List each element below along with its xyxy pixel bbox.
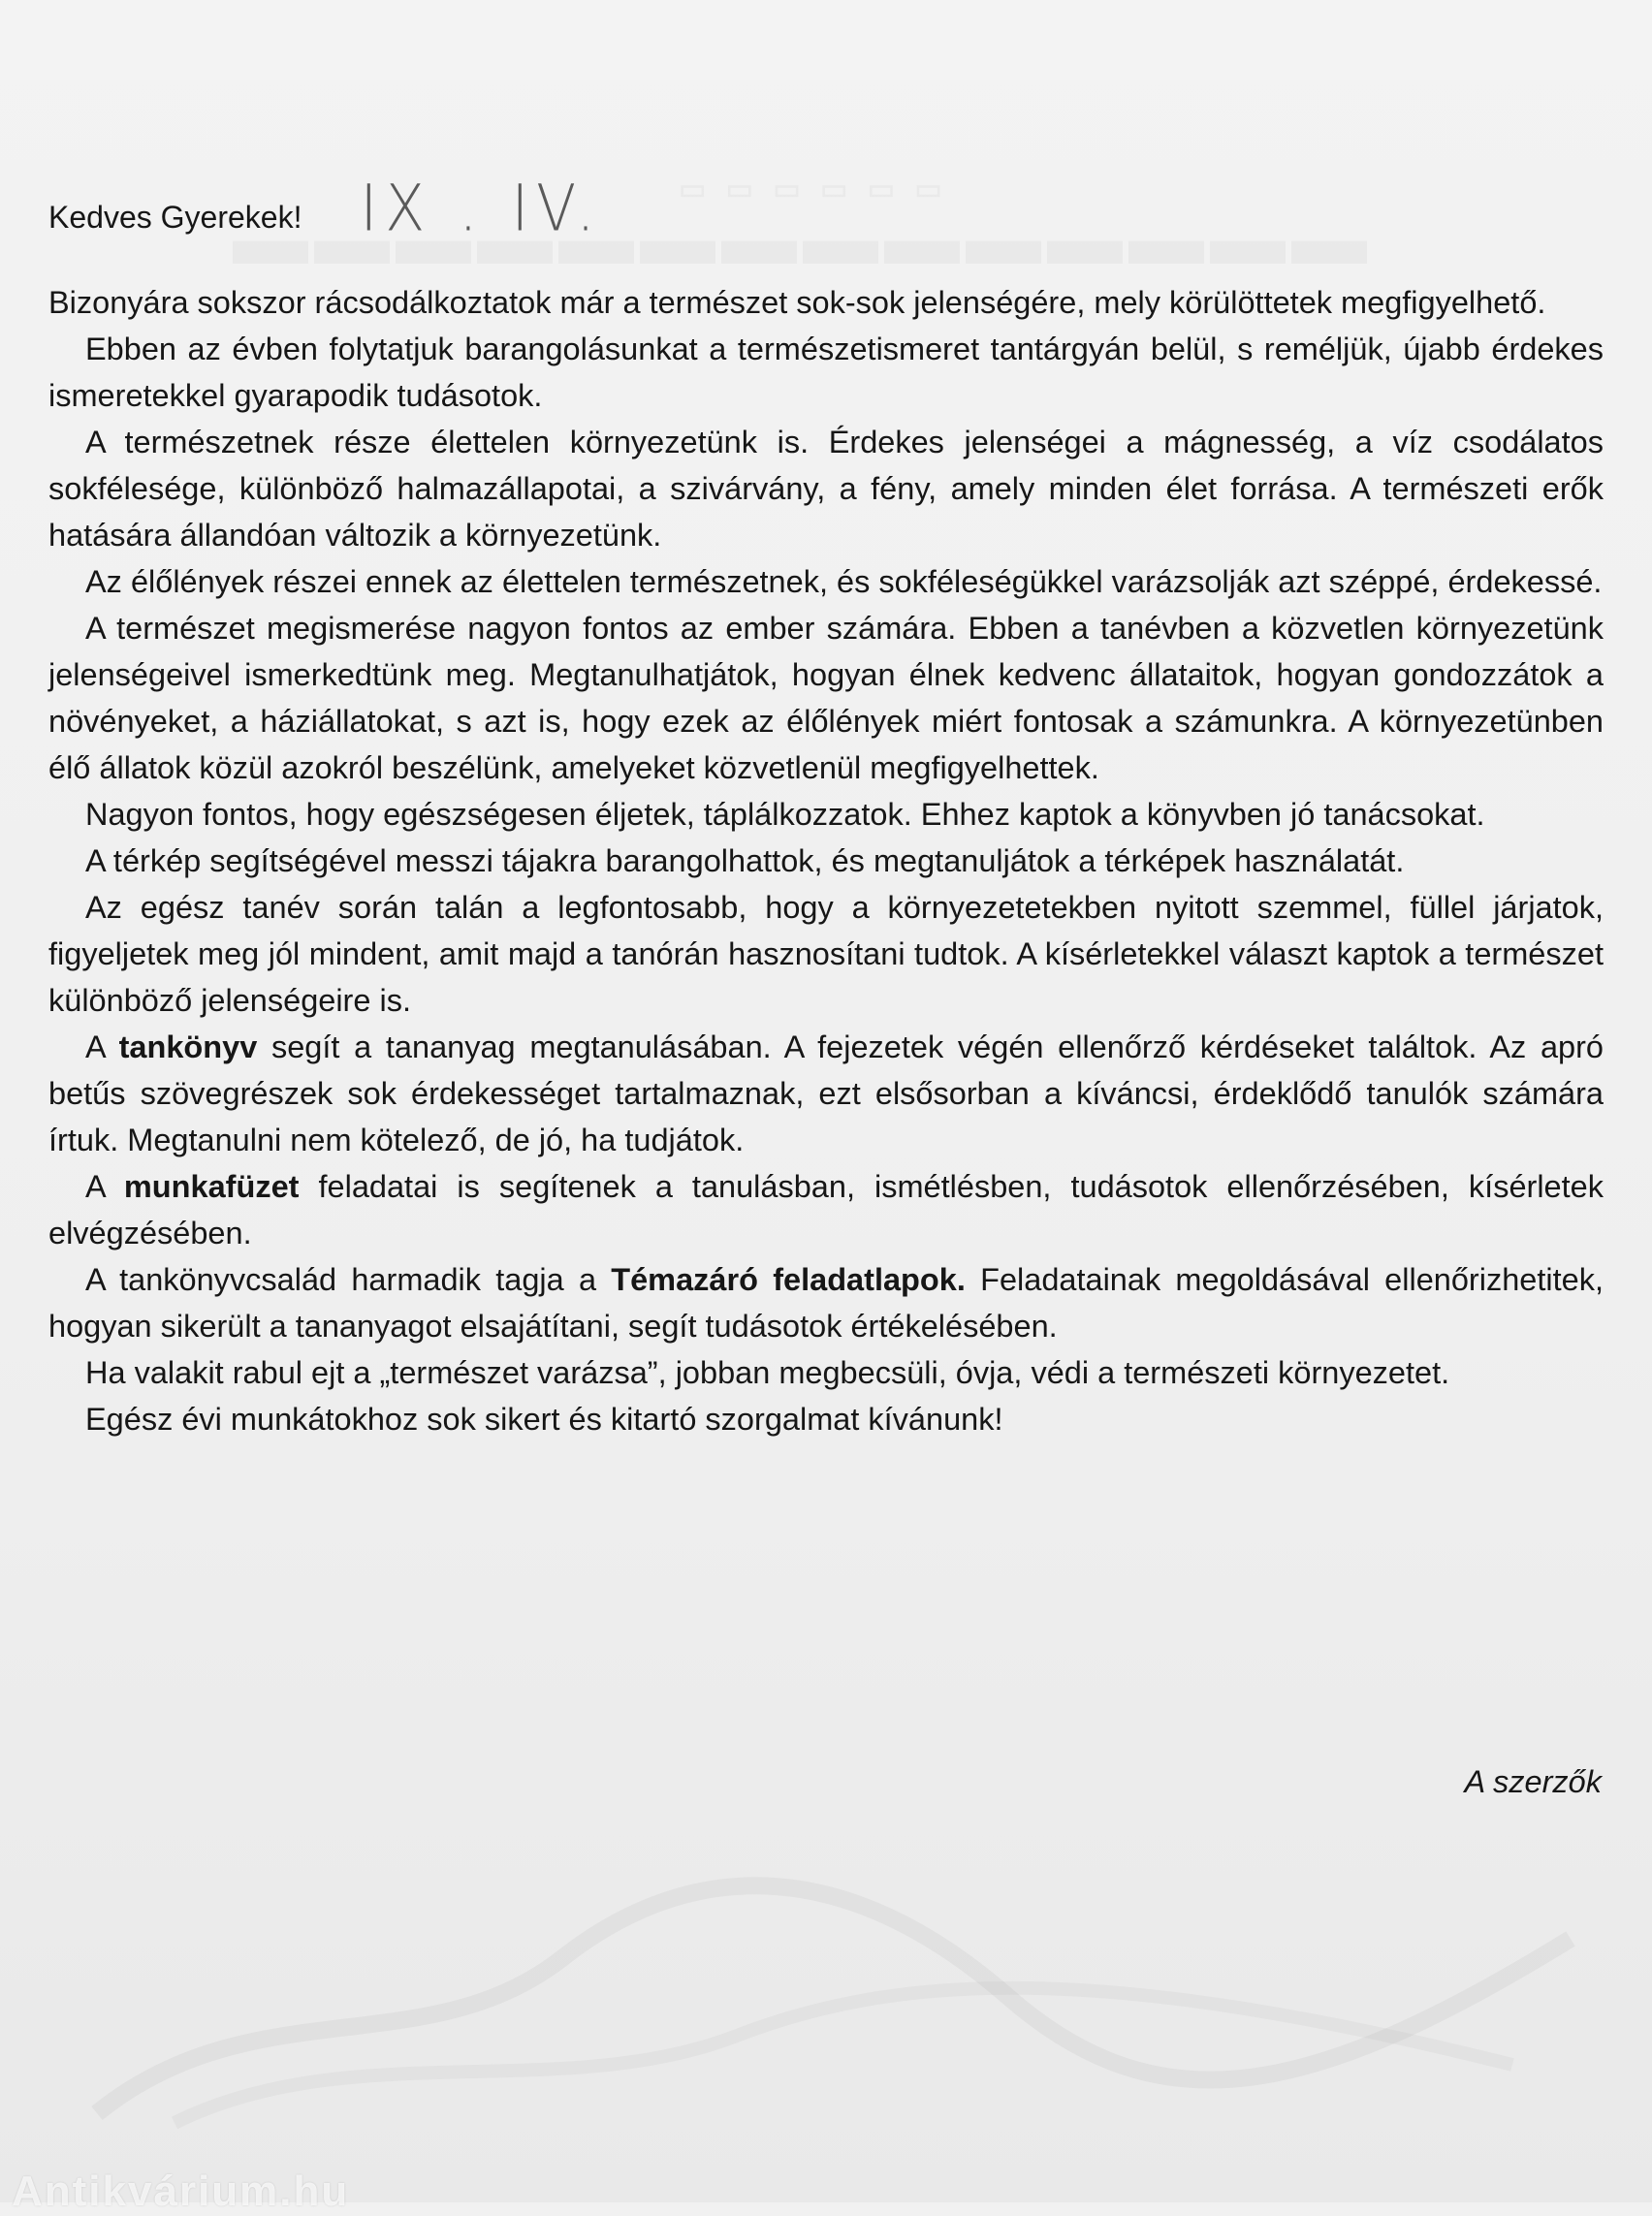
paragraph-text: Ha valakit rabul ejt a „természet varázsa”, jobban megbecsüli, óvja, védi a természeti környezetet. [85,1355,1450,1390]
paragraph [48,791,1604,838]
signature: A szerzők [1464,1764,1602,1799]
paragraph-text: segít a tananyag megtanulásában. A fejezetek végén ellenőrző kérdéseket találtok. Az apró betűs szövegrészek sok érdekességet tartalmaznak, ezt elsősorban a kíváncsi, érdeklődő tanulók számára írtuk. Megtanulni nem kötelező, de jó, ha tudjátok. [48,1029,1604,1157]
bold-term: tankönyv [118,1029,258,1064]
watermark: Antikvárium.hu [12,2168,350,2215]
paragraph [48,279,1604,326]
letter-body [48,279,1604,1442]
handwritten-note: IX . IV. [360,172,603,246]
paragraph-text: Feladatainak megoldásával ellenőrizhetitek, hogyan sikerült a tananyagot elsajátítani, segít tudásotok értékelésében. [48,1262,1604,1344]
paragraph [48,419,1604,558]
paragraph-text: A térkép segítségével messzi tájakra barangolhattok, és megtanuljátok a térképek használatát. [85,843,1405,878]
bold-term: Témazáró feladatlapok. [611,1262,966,1297]
paragraph [48,838,1604,884]
paragraph-text: Az élőlények részei ennek az élettelen természetnek, és sokféleségükkel varázsolják azt széppé, érdekessé. [85,564,1603,599]
paragraph-text: A természetnek része élettelen környezetünk is. Érdekes jelenségei a mágnesség, a víz csodálatos sokfélesége, különböző halmazállapotai, a szivárvány, a fény, amely minden élet forrása. A természeti erők hatására állandóan változik a környezetünk. [48,425,1604,553]
paragraph [48,1163,1604,1256]
show-through-illustration [58,1745,1609,2133]
paragraph [48,326,1604,419]
paragraph [48,884,1604,1024]
paragraph-text: Egész évi munkátokhoz sok sikert és kitartó szorgalmat kívánunk! [85,1402,1003,1437]
paragraph [48,605,1604,791]
paragraph-text: Bizonyára sokszor rácsodálkoztatok már a természet sok-sok jelenségére, mely körülöttetek megfigyelhető. [48,285,1546,320]
paragraph-text: Az egész tanév során talán a legfontosabb, hogy a környezetetekben nyitott szemmel, füllel járjatok, figyeljetek meg jól mindent, amit majd a tanórán hasznosítani tudtok. A kísérletekkel választ kaptok a természet különböző jelenségeire is. [48,890,1604,1018]
bold-term: munkafüzet [123,1169,300,1204]
paragraph [48,558,1604,605]
paragraph [48,1396,1604,1442]
paragraph-text: A tankönyvcsalád harmadik tagja a [85,1262,612,1297]
paragraph-text: A [85,1169,124,1204]
paragraph [48,1024,1604,1163]
paragraph-text: A természet megismerése nagyon fontos az ember számára. Ebben a tanévben a közvetlen környezetünk jelenségeivel ismerkedtünk meg. Megtanulhatjátok, hogyan élnek kedvenc állataitok, hogyan gondozzátok a növényeket, a háziállatokat, s azt is, hogy ezek az élőlények miért fontosak a számunkra. A környezetünben élő állatok közül azokról beszélünk, amelyeket közvetlenül megfigyelhettek. [48,611,1604,785]
paragraph-text: feladatai is segítenek a tanulásban, ismétlésben, tudásotok ellenőrzésében, kísérletek elvégzésében. [48,1169,1604,1250]
greeting-row [48,165,603,262]
paragraph-text: A [85,1029,119,1064]
paragraph [48,1256,1604,1349]
paragraph [48,1349,1604,1396]
paragraph-text: Ebben az évben folytatjuk barangolásunkat a természetismeret tantárgyán belül, s reméljük, újabb érdekes ismeretekkel gyarapodik tudásotok. [48,332,1604,413]
greeting: Kedves Gyerekek! [48,200,302,235]
paragraph-text: Nagyon fontos, hogy egészségesen éljetek, táplálkozzatok. Ehhez kaptok a könyvben jó tanácsokat. [85,797,1485,832]
